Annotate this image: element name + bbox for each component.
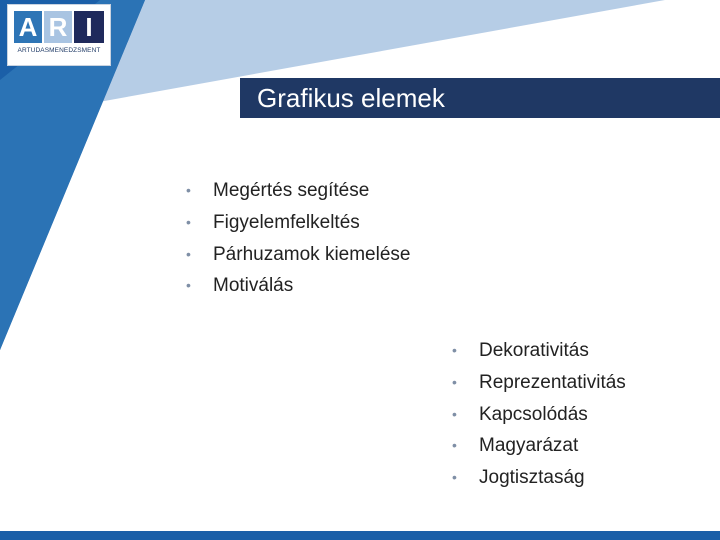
list-item: [186, 270, 410, 302]
list-item: [186, 175, 410, 207]
bullet-icon: •: [452, 342, 457, 358]
list-item-label: Dekorativitás: [479, 340, 589, 361]
list-item: [452, 399, 626, 431]
list-item: [186, 239, 411, 271]
list-item-label: Figyelemfelkeltés: [213, 211, 360, 233]
bullet-icon: •: [452, 373, 457, 390]
list-item: [452, 335, 626, 367]
logo-caption: ARTUDASMENEDZSMENT: [17, 47, 101, 54]
list-item-label: Kapcsolódás: [479, 403, 588, 425]
bottom-accent-bar: [0, 531, 720, 540]
bullet-icon: •: [452, 469, 457, 486]
bullet-list-left: [186, 175, 411, 302]
bullet-icon: •: [186, 277, 191, 294]
bullet-icon: •: [452, 437, 457, 454]
slide-title: Grafikus elemek: [257, 83, 445, 113]
list-item-label: Magyarázat: [479, 435, 579, 457]
list-item-label: Párhuzamok kiemelése: [213, 243, 411, 265]
bullet-list-right: [452, 335, 626, 494]
list-item: [186, 207, 410, 239]
logo-letter-i: I: [85, 12, 93, 42]
list-item: [452, 430, 626, 462]
title-bar: [240, 78, 720, 118]
bullet-icon: •: [452, 405, 457, 422]
bullet-icon: •: [186, 213, 191, 230]
list-item: [452, 462, 626, 494]
bullet-icon: •: [186, 245, 191, 262]
list-item-label: Jogtisztaság: [479, 467, 585, 489]
logo-letter-a: A: [18, 12, 38, 42]
logo-letter-r: R: [48, 12, 68, 42]
list-item-label: Megértés segítése: [213, 180, 370, 201]
company-logo: [7, 4, 111, 66]
list-item-label: Reprezentativitás: [479, 371, 626, 393]
list-item: [452, 367, 626, 399]
bullet-icon: •: [186, 182, 191, 198]
list-item-label: Motiválás: [213, 275, 294, 297]
